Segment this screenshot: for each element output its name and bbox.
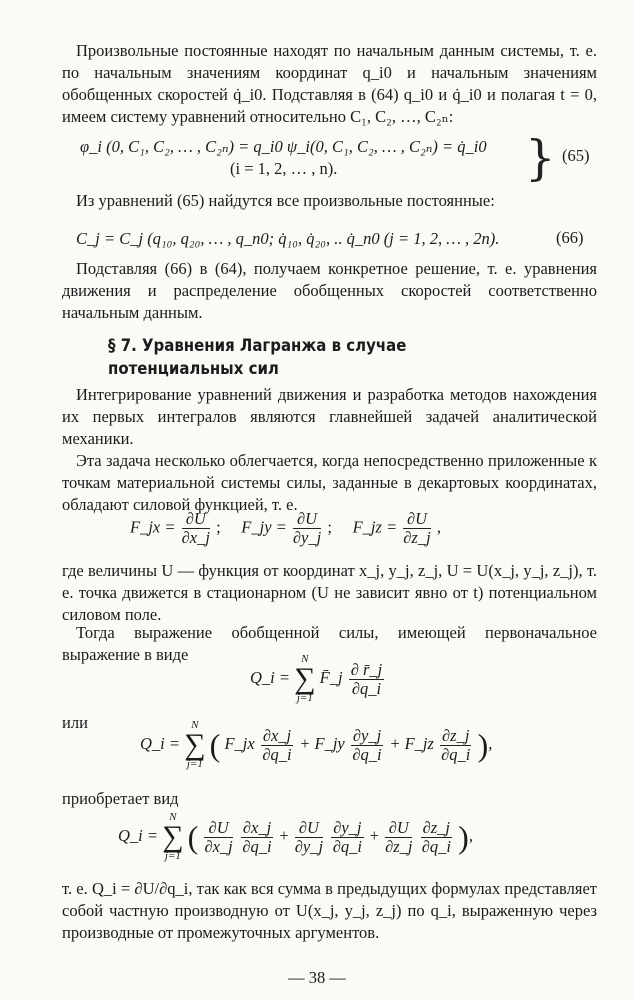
q2-lhs: Q_i =: [140, 733, 181, 753]
fy-lhs: F_jy =: [241, 517, 287, 537]
word-acquires: приобретает вид: [62, 789, 179, 808]
q3-lhs: Q_i =: [118, 825, 159, 845]
q2-term-x: F_jx: [224, 733, 255, 753]
equation-q2: Q_i = N ∑ j=1 ( F_jx $\frac{\partial x\_j}{\partial q\_i}$ + F_jy $\frac{\partial y\_j}{\partial q\_i}$ + F_jz $\frac{\partial z\_j}{\partial q\_i}$ ),: [140, 719, 493, 770]
equation-65-line2: (i = 1, 2, … , n).: [230, 159, 338, 178]
section-heading-line2: потенциальных сил: [108, 359, 279, 379]
fz-lhs: F_jz =: [352, 517, 398, 537]
equation-65-brace: }: [525, 130, 556, 186]
equation-force-components: F_jx = $\frac{\partial U}{\partial x\_j}$ ; F_jy = $\frac{\partial U}{\partial y\_j}$ ; F_jz = $\frac{\partial U}{\partial z\_j}$ ,: [130, 509, 441, 547]
paragraph-force-function: Эта задача несколько облегчается, когда непосредственно приложенные к точкам материальной системы силы, заданные в декартовых координатах, обладают силовой функцией, т. е.: [62, 451, 597, 514]
section-heading: [108, 335, 530, 381]
sum-symbol: N ∑ j=1: [294, 653, 316, 704]
fx-fraction: $\frac{\partial U}{\partial x\_j}$: [181, 509, 210, 547]
equation-66: C_j = C_j (q₁₀, q₂₀, … , q_n0; q̇₁₀, q̇₂₀, .. q̇_n0 (j = 1, 2, … , 2n).: [76, 229, 500, 248]
equation-q1: [250, 654, 550, 704]
fy-fraction: $\frac{\partial U}{\partial y\_j}$: [292, 509, 322, 547]
equation-65-number: (65): [562, 146, 590, 165]
equation-65-line1: φ_i (0, C₁, C₂, … , C₂ₙ) = q_i0 ψ_i(0, C₁, C₂, … , C₂ₙ) = q̇_i0: [80, 137, 487, 156]
sum-symbol: N ∑ j=1: [184, 719, 206, 770]
paragraph-integration: Интегрирование уравнений движения и разработка методов нахождения их первых интегралов являются главнейшей задачей аналитической механики.: [62, 385, 597, 448]
paragraph-conclusion: т. е. Q_i = ∂U/∂q_i, так как вся сумма в предыдущих формулах представляет собой частную производную от U(x_j, y_j, z_j) по q_i, выраженную через производные от промежуточных аргументов.: [62, 879, 597, 942]
equation-q3: Q_i = N ∑ j=1 ( $\frac{\partial U}{\partial x\_j}$ $\frac{\partial x\_j}{\partial q\_i}$ + $\frac{\partial U}{\partial y\_j}$ $\frac{\partial y\_j}{\partial q\_i}$ + $\frac{\partial U}{\partial z\_j}$ $\frac{\partial z\_j}{\partial q\_i}$ ),: [118, 811, 473, 862]
page-number: — 38 —: [288, 968, 346, 987]
section-heading-line1: § 7. Уравнения Лагранжа в случае: [108, 336, 407, 356]
paragraph-initial-conditions: Произвольные постоянные находят по начальным данным системы, т. е. по начальным значениям координат q_i0 и начальным значениям обобщенных скоростей q̇_i0. Подставляя в (64) q_i0 и q̇_i0 и полагая t = 0, имеем систему уравнений относительно C₁, C₂, …, C₂ₙ:: [62, 41, 597, 126]
fx-lhs: F_jx =: [130, 517, 176, 537]
fz-fraction: $\frac{\partial U}{\partial z\_j}$: [403, 509, 431, 547]
paragraph-generalized-force: Тогда выражение обобщенной силы, имеющей первоначальное выражение в виде: [62, 623, 597, 664]
paragraph-potential-field: где величины U — функция от координат x_j, y_j, z_j, U = U(x_j, y_j, z_j), т. е. точка движется в стационарном (U не зависит явно от t) потенциальном силовом поле.: [62, 561, 597, 624]
equation-65: [80, 136, 520, 180]
q1-term: F̄_j: [319, 667, 343, 687]
q2-term-z: + F_jz: [389, 733, 434, 753]
paragraph-concrete-solution: Подставляя (66) в (64), получаем конкретное решение, т. е. уравнения движения и распределение обобщенных скоростей соответственно начальным данным.: [62, 259, 597, 322]
sum-symbol: N ∑ j=1: [162, 811, 184, 862]
q2-term-y: + F_jy: [299, 733, 345, 753]
q1-fraction: $\frac{\partial r̄\_j}{\partial q\_i}$: [350, 659, 383, 698]
q1-lhs: Q_i =: [250, 667, 291, 687]
paragraph-constants: Из уравнений (65) найдутся все произвольные постоянные:: [76, 191, 495, 210]
word-or: или: [62, 713, 88, 732]
equation-66-number: (66): [556, 228, 584, 247]
